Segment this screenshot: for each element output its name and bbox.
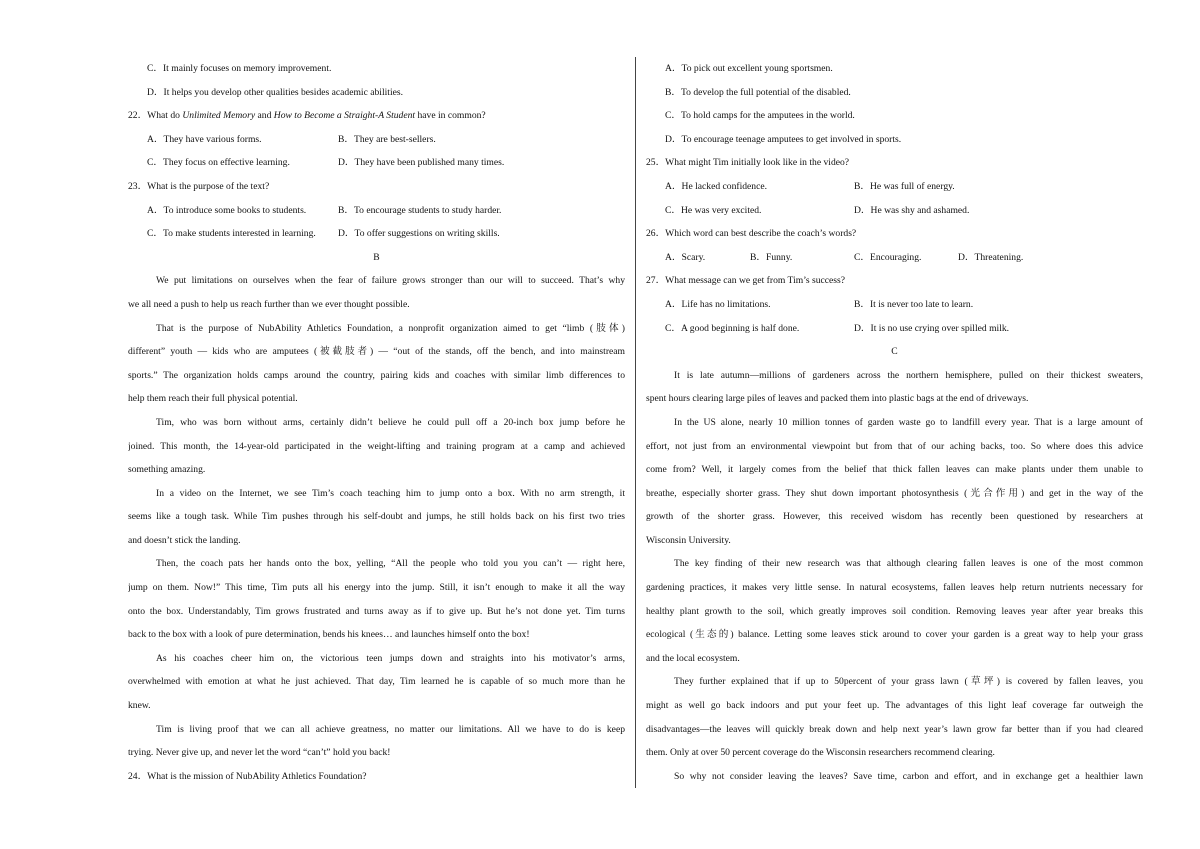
passage-c-line: healthy plant growth to the soil, which greatly improves soil condition. Removing leaves year after year breaks this xyxy=(646,605,1143,617)
passage-c-line: So why not consider leaving the leaves? Save time, carbon and effort, and in exchange get a healthier lawn xyxy=(674,770,1143,782)
q22-stem-pre: 22．What do xyxy=(128,110,183,122)
passage-b-line: Then, the coach pats her hands onto the box, yelling, “All the people who told you you can’t — right here, xyxy=(156,558,625,570)
q22-stem-post: have in common? xyxy=(415,110,486,122)
q22-option-d: D．They have been published many times. xyxy=(338,157,505,169)
passage-b-line: help them reach their full physical potential. xyxy=(128,393,298,405)
q23-option-b: B．To encourage students to study harder. xyxy=(338,204,502,216)
passage-c-line: them. Only at over 50 percent coverage do the Wisconsin researchers recommend clearing. xyxy=(646,747,995,759)
section-c-heading: C xyxy=(891,346,898,358)
passage-b-line: trying. Never give up, and never let the word “can’t” hold you back! xyxy=(128,747,391,759)
q25-option-a: A．He lacked confidence. xyxy=(665,180,768,192)
passage-b-line: We put limitations on ourselves when the fear of failure grows stronger than our will to succeed. That’s why xyxy=(156,275,625,287)
passage-b-line: In a video on the Internet, we see Tim’s coach teaching him to jump onto a box. With no arm strength, it xyxy=(156,487,625,499)
passage-b-line: overwhelmed with emotion at what he just achieved. That day, Tim learned he is capable of so much more than he xyxy=(128,676,625,688)
passage-c-line: ecological (生态的) balance. Letting some leaves stick around to cover your garden is a great way to help your grass xyxy=(646,629,1143,641)
q21-option-d: D．It helps you develop other qualities besides academic abilities. xyxy=(147,86,404,98)
passage-c-line: breathe, especially shorter grass. They shut down important photosynthesis (光合作用) and get in the way of the xyxy=(646,487,1143,499)
passage-b-line: sports.” The organization holds camps around the country, pairing kids and coaches with similar limb differences to xyxy=(128,369,625,381)
q27-option-d: D．It is no use crying over spilled milk. xyxy=(854,322,1010,334)
section-b-heading: B xyxy=(373,251,380,263)
passage-c-line: might as well go back indoors and put your feet up. The advantages of this light leaf coverage far outweigh the xyxy=(646,700,1143,712)
q22-option-a: A．They have various forms. xyxy=(147,133,262,145)
q25-options-ab xyxy=(646,175,1143,199)
q23-option-d: D．To offer suggestions on writing skills. xyxy=(338,228,500,240)
q24-option-c: C．To hold camps for the amputees in the world. xyxy=(665,110,855,122)
passage-b-line: different” youth — kids who are amputees (被截肢者) — “out of the stands, off the bench, and into mainstream xyxy=(128,346,625,358)
passage-c-line: effort, not just from an environmental viewpoint but from that of our aching backs, too. So where does this advice xyxy=(646,440,1143,452)
q25-option-c: C．He was very excited. xyxy=(665,204,762,216)
q23-options-ab xyxy=(128,199,625,223)
q22-options-ab xyxy=(128,128,625,152)
q25-options-cd xyxy=(646,199,1143,223)
passage-c-line: growth of the shorter grass. However, this received wisdom has recently been questioned by researchers at xyxy=(646,511,1143,523)
passage-b-line: As his coaches cheer him on, the victorious teen jumps down and straights into his motivator’s arms, xyxy=(156,652,625,664)
q22-option-b: B．They are best-sellers. xyxy=(338,133,436,145)
q25-stem: 25．What might Tim initially look like in the video? xyxy=(646,157,850,169)
passage-b-line: and doesn’t stick the landing. xyxy=(128,534,241,546)
left-column xyxy=(128,57,625,788)
passage-c-line: and the local ecosystem. xyxy=(646,652,740,664)
q22-option-c: C．They focus on effective learning. xyxy=(147,157,290,169)
passage-c-line: The key finding of their new research was that although clearing fallen leaves is one of the most common xyxy=(674,558,1143,570)
passage-c-line: spent hours clearing large piles of leaves and packed them into plastic bags at the end of driveways. xyxy=(646,393,1029,405)
q27-options-cd xyxy=(646,317,1143,341)
q27-option-c: C．A good beginning is half done. xyxy=(665,322,800,334)
passage-b-line: knew. xyxy=(128,700,151,712)
q26-stem: 26．Which word can best describe the coach’s words? xyxy=(646,228,857,240)
passage-b-line: something amazing. xyxy=(128,464,206,476)
q22-stem-and: and xyxy=(255,110,274,122)
passage-b-line: joined. This month, the 14-year-old participated in the weight-lifting and training program at a camp and achieved xyxy=(128,440,625,452)
q23-option-a: A．To introduce some books to students. xyxy=(147,204,307,216)
q23-options-cd xyxy=(128,222,625,246)
q27-option-a: A．Life has no limitations. xyxy=(665,298,771,310)
passage-b-line: we all need a push to help us reach further than we ever thought possible. xyxy=(128,298,410,310)
passage-b-line: That is the purpose of NubAbility Athletics Foundation, a nonprofit organization aimed to get “limb (肢体) xyxy=(156,322,625,334)
q26-option-d: D．Threatening. xyxy=(958,251,1024,263)
q27-options-ab xyxy=(646,293,1143,317)
q25-option-b: B．He was full of energy. xyxy=(854,180,955,192)
q23-stem: 23．What is the purpose of the text? xyxy=(128,180,270,192)
passage-c-line: come from? Well, it largely comes from the belief that thick fallen leaves can make plants under them unable to xyxy=(646,464,1143,476)
passage-c-line: In the US alone, nearly 10 million tonnes of garden waste go to landfill every year. That is a large amount of xyxy=(674,416,1143,428)
q26-options xyxy=(646,246,1143,270)
passage-b-line: back to the box with a look of pure determination, bends his knees… and launches himself onto the box! xyxy=(128,629,530,641)
passage-b-line: jump on them. Now!” This time, Tim puts all his energy into the jump. Still, it isn’t enough to make it all the way xyxy=(128,582,625,594)
passage-c-line: It is late autumn—millions of gardeners across the northern hemisphere, pulled on their thickest sweaters, xyxy=(674,369,1143,381)
right-column xyxy=(646,57,1143,788)
q24-option-d: D．To encourage teenage amputees to get involved in sports. xyxy=(665,133,902,145)
q23-option-c: C．To make students interested in learning. xyxy=(147,228,316,240)
passage-b-line: seems like a tough task. While Tim pushes through his self-doubt and jumps, he still holds back on his first two tries xyxy=(128,511,625,523)
q27-stem: 27．What message can we get from Tim’s success? xyxy=(646,275,846,287)
passage-c-line: They further explained that if up to 50percent of your grass lawn (草坪) is covered by fallen leaves, you xyxy=(674,676,1143,688)
q25-option-d: D．He was shy and ashamed. xyxy=(854,204,970,216)
q26-option-c: C．Encouraging. xyxy=(854,251,922,263)
q21-option-c: C．It mainly focuses on memory improvement. xyxy=(147,63,332,74)
q27-option-b: B．It is never too late to learn. xyxy=(854,298,974,310)
passage-c-line: Wisconsin University. xyxy=(646,534,731,546)
passage-c-line: disadvantages—the leaves will quickly break down and help next year’s lawn grow far better than if you had cleared xyxy=(646,723,1143,735)
q22-book-title-2: How to Become a Straight-A Student xyxy=(273,110,416,122)
q22-book-title-1: Unlimited Memory xyxy=(182,110,256,122)
q26-option-a: A．Scary. xyxy=(665,251,706,263)
passage-b-line: onto the box. Understandably, Tim grows frustrated and turns away as if to give up. But he’s not done yet. Tim turns xyxy=(128,605,625,617)
q22-options-cd xyxy=(128,151,625,175)
q24-stem: 24．What is the mission of NubAbility Athletics Foundation? xyxy=(128,770,367,782)
q26-option-b: B．Funny. xyxy=(750,251,793,263)
passage-b-line: Tim, who was born without arms, certainly didn’t believe he could pull off a 20-inch box jump before he xyxy=(156,416,625,428)
column-divider xyxy=(635,57,636,788)
passage-c-line: gardening practices, it makes very little sense. In natural ecosystems, fallen leaves help return nutrients necessary for xyxy=(646,582,1143,594)
q24-option-a: A．To pick out excellent young sportsmen. xyxy=(665,63,833,74)
passage-b-line: Tim is living proof that we can all achieve greatness, no matter our limitations. All we have to do is keep xyxy=(156,723,625,735)
q24-option-b: B．To develop the full potential of the disabled. xyxy=(665,86,851,98)
q22-stem xyxy=(128,104,625,128)
